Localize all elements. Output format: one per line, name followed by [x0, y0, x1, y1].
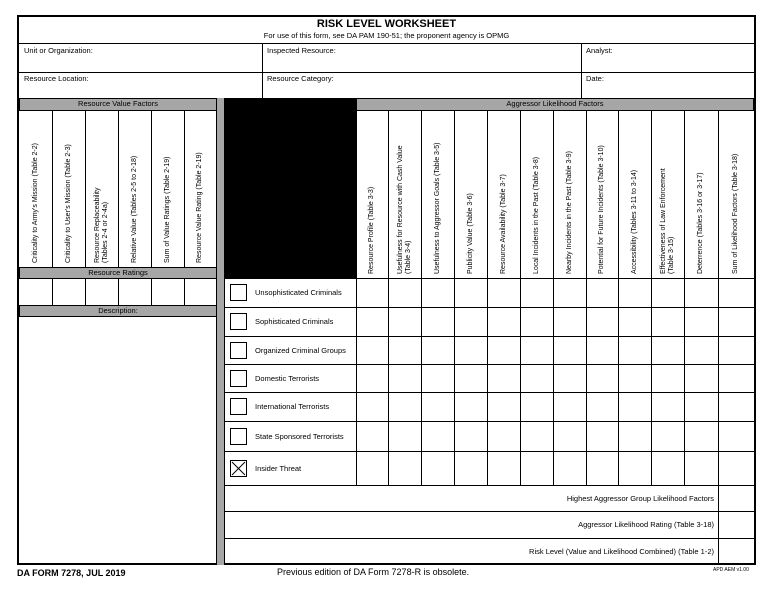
- aggressor-group-checkbox[interactable]: [230, 398, 247, 415]
- aggressor-factor-column-header: [553, 111, 586, 278]
- resource-value-factors-header: Resource Value Factors: [19, 98, 217, 111]
- column-header-text: Local Incidents in the Past (Table 3-8): [532, 156, 540, 274]
- aggressor-factor-cell[interactable]: [685, 279, 718, 307]
- aggressor-factor-cell[interactable]: [587, 337, 618, 364]
- column-header-text: Publicity Value (Table 3-6): [466, 193, 474, 274]
- column-header-text: Relative Value (Tables 2-5 to 2-18): [130, 155, 138, 263]
- resource-rating-cell[interactable]: [20, 279, 52, 305]
- aggressor-factor-cell[interactable]: [455, 452, 487, 485]
- aggressor-factor-cell[interactable]: [652, 393, 684, 421]
- aggressor-factor-cell[interactable]: [719, 337, 754, 364]
- aggressor-factor-cell[interactable]: [652, 308, 684, 336]
- check-x-icon: [231, 461, 246, 476]
- resource-category-field[interactable]: [263, 73, 580, 97]
- aggressor-factor-cell[interactable]: [488, 365, 520, 392]
- aggressor-group-label: Sophisticated Criminals: [255, 317, 334, 326]
- description-header: Description:: [19, 305, 217, 317]
- aggressor-group-checkbox[interactable]: [230, 428, 247, 445]
- aggressor-factor-cell[interactable]: [554, 393, 586, 421]
- aggressor-factor-column-header: [586, 111, 618, 278]
- aggressor-factor-cell[interactable]: [652, 365, 684, 392]
- version-label: APD AEM v1.00: [713, 567, 749, 573]
- summary-row-label: Aggressor Likelihood Rating (Table 3-18): [578, 520, 714, 529]
- aggressor-factor-column-header: [718, 111, 754, 278]
- description-field[interactable]: [20, 317, 216, 564]
- aggressor-factor-cell[interactable]: [488, 393, 520, 421]
- aggressor-factor-cell[interactable]: [521, 279, 553, 307]
- resource-category-field-label: Resource Category:: [267, 74, 334, 83]
- aggressor-factor-cell[interactable]: [685, 393, 718, 421]
- aggressor-factor-cell[interactable]: [587, 365, 618, 392]
- analyst-field-label: Analyst:: [586, 46, 613, 55]
- aggressor-factor-cell[interactable]: [652, 279, 684, 307]
- aggressor-factor-cell[interactable]: [587, 393, 618, 421]
- aggressor-group-label: Unsophisticated Criminals: [255, 288, 342, 297]
- aggressor-factor-cell[interactable]: [587, 452, 618, 485]
- aggressor-factor-cell[interactable]: [389, 337, 421, 364]
- aggressor-factor-cell[interactable]: [554, 422, 586, 451]
- aggressor-factor-cell[interactable]: [455, 337, 487, 364]
- column-header-text: Potential for Future Incidents (Table 3-10): [598, 145, 605, 274]
- aggressor-factor-cell[interactable]: [455, 308, 487, 336]
- aggressor-factor-cell[interactable]: [685, 452, 718, 485]
- aggressor-factor-cell[interactable]: [587, 279, 618, 307]
- resource-rating-cell[interactable]: [119, 279, 151, 305]
- date-field-label: Date:: [586, 74, 604, 83]
- summary-value-cell[interactable]: [719, 539, 754, 565]
- aggressor-factor-cell[interactable]: [357, 308, 388, 336]
- aggressor-factor-cell[interactable]: [488, 279, 520, 307]
- inspected-resource-field-label: Inspected Resource:: [267, 46, 336, 55]
- aggressor-factor-cell[interactable]: [357, 337, 388, 364]
- aggressor-factor-cell[interactable]: [619, 422, 651, 451]
- aggressor-factor-cell[interactable]: [357, 422, 388, 451]
- section-divider: [216, 98, 225, 565]
- aggressor-group-label: International Terrorists: [255, 402, 330, 411]
- column-header-text: Resource Replaceability: [93, 187, 101, 263]
- resource-value-column-header: [19, 111, 52, 267]
- analyst-field[interactable]: [582, 44, 754, 71]
- column-header-text: (Tables 2-4 or 2-4a): [101, 201, 109, 263]
- resource-value-column-header: [151, 111, 184, 267]
- unit-field-label: Unit or Organization:: [24, 46, 93, 55]
- aggressor-likelihood-factors-header: Aggressor Likelihood Factors: [356, 98, 754, 111]
- aggressor-factor-column-header: [356, 111, 388, 278]
- column-header-text: Resource Profile (Table 3-3): [368, 186, 375, 274]
- aggressor-factor-cell[interactable]: [455, 393, 487, 421]
- aggressor-group-checkbox[interactable]: [230, 284, 247, 301]
- aggressor-factor-cell[interactable]: [389, 279, 421, 307]
- summary-value-cell[interactable]: [719, 512, 754, 538]
- aggressor-group-checkbox[interactable]: [230, 370, 247, 387]
- aggressor-factor-cell[interactable]: [357, 452, 388, 485]
- aggressor-group-checkbox[interactable]: [230, 342, 247, 359]
- aggressor-factor-cell[interactable]: [619, 452, 651, 485]
- aggressor-factor-cell[interactable]: [488, 337, 520, 364]
- aggressor-group-label: Organized Criminal Groups: [255, 345, 346, 355]
- aggressor-factor-cell[interactable]: [719, 308, 754, 336]
- aggressor-factor-cell[interactable]: [685, 365, 718, 392]
- aggressor-factor-column-header: [684, 111, 718, 278]
- aggressor-factor-column-header: [454, 111, 487, 278]
- resource-location-field[interactable]: [20, 73, 261, 97]
- aggressor-factor-cell[interactable]: [389, 422, 421, 451]
- resource-ratings-header: Resource Ratings: [19, 267, 217, 279]
- column-header-text: Nearby Incidents in the Past (Table 3-9): [565, 151, 573, 274]
- column-header-text: Usefulness for Resource with Cash Value: [396, 145, 404, 274]
- aggressor-factor-column-header: [487, 111, 520, 278]
- column-header-text: Criticality to User's Mission (Table 2-3): [64, 144, 72, 263]
- aggressor-factor-cell[interactable]: [554, 452, 586, 485]
- aggressor-factor-cell[interactable]: [357, 393, 388, 421]
- summary-row-label: Risk Level (Value and Likelihood Combined) (Table 1-2): [529, 547, 714, 556]
- aggressor-factor-cell[interactable]: [422, 337, 454, 364]
- aggressor-factor-cell[interactable]: [389, 365, 421, 392]
- resource-value-column-header: [184, 111, 216, 267]
- form-id: DA FORM 7278, JUL 2019: [17, 568, 126, 578]
- aggressor-factor-cell[interactable]: [719, 279, 754, 307]
- column-header-text: Sum of Value Ratings (Table 2-19): [163, 156, 171, 263]
- aggressor-group-checkbox[interactable]: [230, 460, 247, 477]
- aggressor-factor-cell[interactable]: [652, 337, 684, 364]
- aggressor-factor-cell[interactable]: [422, 422, 454, 451]
- aggressor-factor-cell[interactable]: [455, 422, 487, 451]
- previous-edition-note: Previous edition of DA Form 7278-R is obsolete.: [277, 567, 470, 577]
- aggressor-factor-cell[interactable]: [357, 365, 388, 392]
- resource-location-field-label: Resource Location:: [24, 74, 89, 83]
- column-header-text: (Table 3-15): [667, 236, 675, 274]
- aggressor-factor-column-header: [651, 111, 684, 278]
- aggressor-factor-column-header: [618, 111, 651, 278]
- aggressor-factor-cell[interactable]: [685, 337, 718, 364]
- aggressor-factor-column-header: [388, 111, 421, 278]
- risk-level-worksheet-form: [17, 15, 756, 565]
- inspected-resource-field[interactable]: [263, 44, 580, 71]
- aggressor-factor-cell[interactable]: [685, 308, 718, 336]
- aggressor-factor-cell[interactable]: [587, 422, 618, 451]
- resource-value-column-header: [85, 111, 118, 267]
- aggressor-factor-cell[interactable]: [619, 337, 651, 364]
- aggressor-factor-cell[interactable]: [422, 308, 454, 336]
- aggressor-group-label: Domestic Terrorists: [255, 373, 320, 383]
- resource-value-column-header: [52, 111, 85, 267]
- aggressor-factor-cell[interactable]: [652, 422, 684, 451]
- column-header-text: Usefulness to Aggressor Goals (Table 3-5): [433, 142, 441, 274]
- column-header-text: Resource Availability (Table 3-7): [499, 174, 507, 274]
- aggressor-factor-cell[interactable]: [455, 365, 487, 392]
- aggressor-factor-cell[interactable]: [488, 422, 520, 451]
- aggressor-factor-cell[interactable]: [619, 393, 651, 421]
- aggressor-factor-cell[interactable]: [488, 308, 520, 336]
- aggressor-factor-column-header: [421, 111, 454, 278]
- aggressor-factor-cell[interactable]: [685, 422, 718, 451]
- aggressor-factor-cell[interactable]: [554, 279, 586, 307]
- blacked-out-header-cell: [225, 98, 356, 278]
- aggressor-factor-cell[interactable]: [389, 452, 421, 485]
- aggressor-factor-cell[interactable]: [652, 452, 684, 485]
- aggressor-group-label: State Sponsored Terrorists: [255, 431, 344, 441]
- aggressor-factor-cell[interactable]: [521, 337, 553, 364]
- column-header-text: (Table 3-4): [404, 240, 412, 274]
- aggressor-factor-cell[interactable]: [521, 308, 553, 336]
- aggressor-factor-cell[interactable]: [587, 308, 618, 336]
- column-header-text: Criticality to Army's Mission (Table 2-2): [31, 143, 39, 263]
- aggressor-factor-cell[interactable]: [719, 393, 754, 421]
- column-header-text: Accessibility (Tables 3-11 to 3-14): [630, 169, 638, 274]
- aggressor-factor-cell[interactable]: [521, 452, 553, 485]
- summary-row-label: Highest Aggressor Group Likelihood Factors: [566, 493, 714, 503]
- aggressor-factor-cell[interactable]: [389, 393, 421, 421]
- aggressor-factor-cell[interactable]: [422, 279, 454, 307]
- resource-rating-cell[interactable]: [53, 279, 85, 305]
- form-subtitle: For use of this form, see DA PAM 190-51; the proponent agency is OPMG: [263, 31, 510, 40]
- unit-field[interactable]: [20, 44, 261, 71]
- column-header-text: Resource Value Rating (Table 2-19): [196, 152, 203, 263]
- aggressor-factor-cell[interactable]: [719, 452, 754, 485]
- aggressor-factor-cell[interactable]: [554, 337, 586, 364]
- aggressor-factor-cell[interactable]: [488, 452, 520, 485]
- form-title: RISK LEVEL WORKSHEET: [316, 18, 457, 30]
- aggressor-factor-cell[interactable]: [389, 308, 421, 336]
- aggressor-factor-cell[interactable]: [422, 365, 454, 392]
- column-header-text: Effectiveness of Law Enforcement: [659, 168, 667, 274]
- aggressor-factor-cell[interactable]: [422, 393, 454, 421]
- aggressor-factor-cell[interactable]: [357, 279, 388, 307]
- aggressor-factor-cell[interactable]: [422, 452, 454, 485]
- aggressor-group-checkbox[interactable]: [230, 313, 247, 330]
- aggressor-factor-cell[interactable]: [619, 308, 651, 336]
- aggressor-factor-cell[interactable]: [521, 393, 553, 421]
- summary-value-cell[interactable]: [719, 486, 754, 511]
- aggressor-factor-cell[interactable]: [521, 422, 553, 451]
- date-field[interactable]: [582, 73, 754, 97]
- aggressor-group-label: Insider Threat: [255, 463, 302, 473]
- aggressor-factor-column-header: [520, 111, 553, 278]
- aggressor-factor-cell[interactable]: [554, 308, 586, 336]
- aggressor-factor-cell[interactable]: [619, 279, 651, 307]
- resource-value-column-header: [118, 111, 151, 267]
- resource-rating-cell[interactable]: [152, 279, 184, 305]
- aggressor-factor-cell[interactable]: [521, 365, 553, 392]
- aggressor-factor-cell[interactable]: [719, 365, 754, 392]
- aggressor-factor-cell[interactable]: [554, 365, 586, 392]
- resource-rating-cell[interactable]: [185, 279, 216, 305]
- aggressor-factor-cell[interactable]: [719, 422, 754, 451]
- column-header-text: Deterrence (Tables 3-16 or 3-17): [697, 172, 704, 274]
- aggressor-factor-cell[interactable]: [455, 279, 487, 307]
- resource-rating-cell[interactable]: [86, 279, 118, 305]
- aggressor-factor-cell[interactable]: [619, 365, 651, 392]
- column-header-text: Sum of Likelihood Factors (Table 3-18): [732, 153, 739, 274]
